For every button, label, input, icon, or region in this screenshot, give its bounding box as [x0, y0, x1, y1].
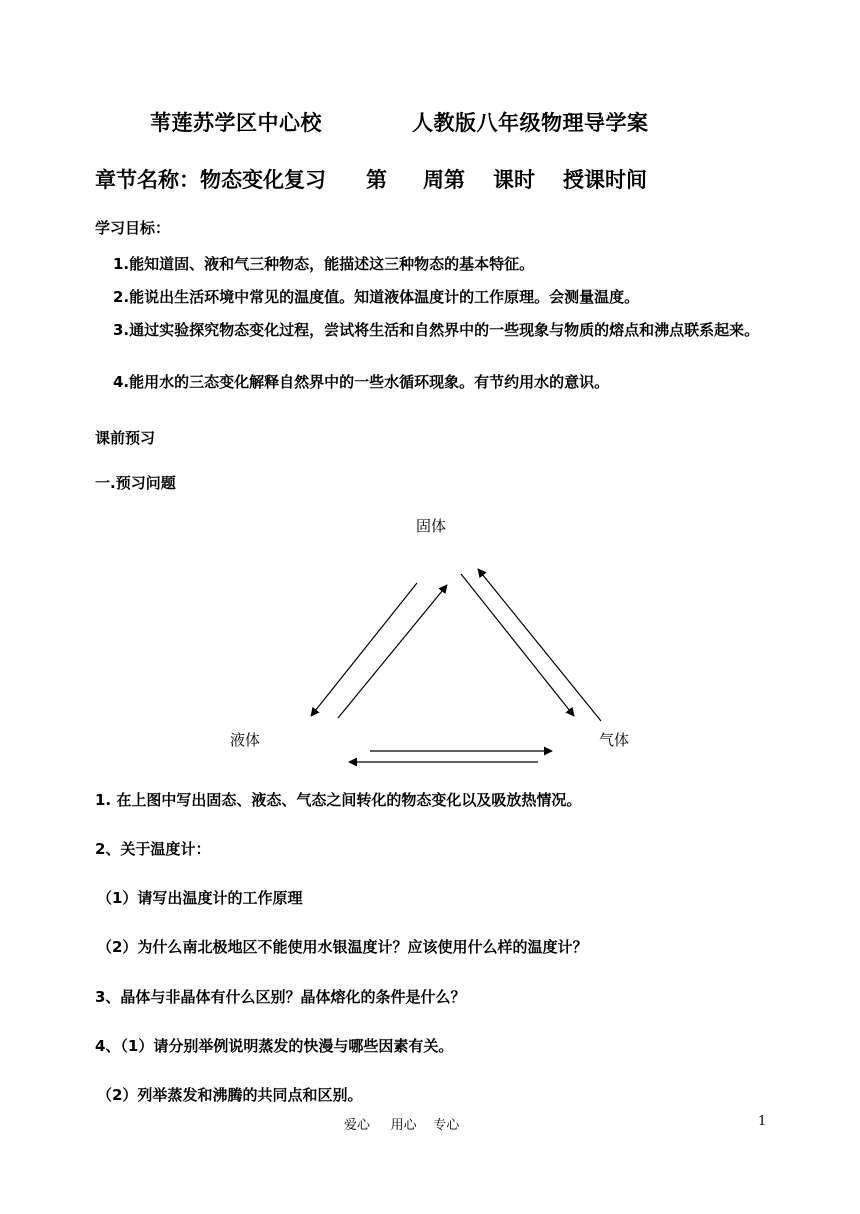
arrow-solid-to-liquid	[311, 583, 417, 716]
objective-item: 3.通过实验探究物态变化过程，尝试将生活和自然界中的一些现象与物质的熔点和沸点联系起来。	[113, 321, 760, 339]
course-title: 人教版八年级物理导学案	[412, 111, 649, 135]
preview-section-title: 一.预习问题	[95, 474, 176, 492]
arrow-solid-to-gas	[461, 574, 574, 716]
chapter-lesson: 课时	[493, 168, 535, 192]
page-number: 1	[758, 1114, 767, 1129]
question-2-2: （2）为什么南北极地区不能使用水银温度计？应该使用什么样的温度计？	[97, 938, 588, 956]
footer-motto: 爱心 用心 专心	[344, 1118, 460, 1133]
question-2: 2、关于温度计：	[95, 840, 211, 858]
objectives-heading: 学习目标：	[95, 219, 171, 237]
diagram-label-solid: 固体	[416, 517, 447, 535]
question-3: 3、晶体与非晶体有什么区别？晶体熔化的条件是什么？	[95, 988, 466, 1006]
chapter-label: 章节名称：物态变化复习	[95, 168, 326, 192]
diagram-label-liquid: 液体	[230, 731, 261, 749]
question-4: 4、（1）请分别举例说明蒸发的快漫与哪些因素有关。	[95, 1037, 454, 1055]
question-4-2: （2）列举蒸发和沸腾的共同点和区别。	[97, 1086, 363, 1104]
chapter-time: 授课时间	[563, 168, 647, 192]
question-2-1: （1）请写出温度计的工作原理	[97, 889, 303, 907]
arrow-liquid-to-solid	[338, 585, 447, 718]
chapter-week-suffix: 周第	[423, 168, 465, 192]
diagram-label-gas: 气体	[599, 731, 630, 749]
objective-item: 4.能用水的三态变化解释自然界中的一些水循环现象。有节约用水的意识。	[113, 373, 610, 391]
objective-item: 1.能知道固、液和气三种物态，能描述这三种物态的基本特征。	[113, 255, 535, 273]
arrow-gas-to-solid	[478, 569, 601, 721]
objective-item: 2.能说出生活环境中常见的温度值。知道液体温度计的工作原理。会测量温度。	[113, 288, 640, 306]
school-name: 苇莲苏学区中心校	[150, 111, 322, 135]
chapter-week-prefix: 第	[366, 168, 387, 192]
question-1: 1. 在上图中写出固态、液态、气态之间转化的物态变化以及吸放热情况。	[95, 791, 582, 809]
preview-heading: 课前预习	[95, 429, 156, 447]
